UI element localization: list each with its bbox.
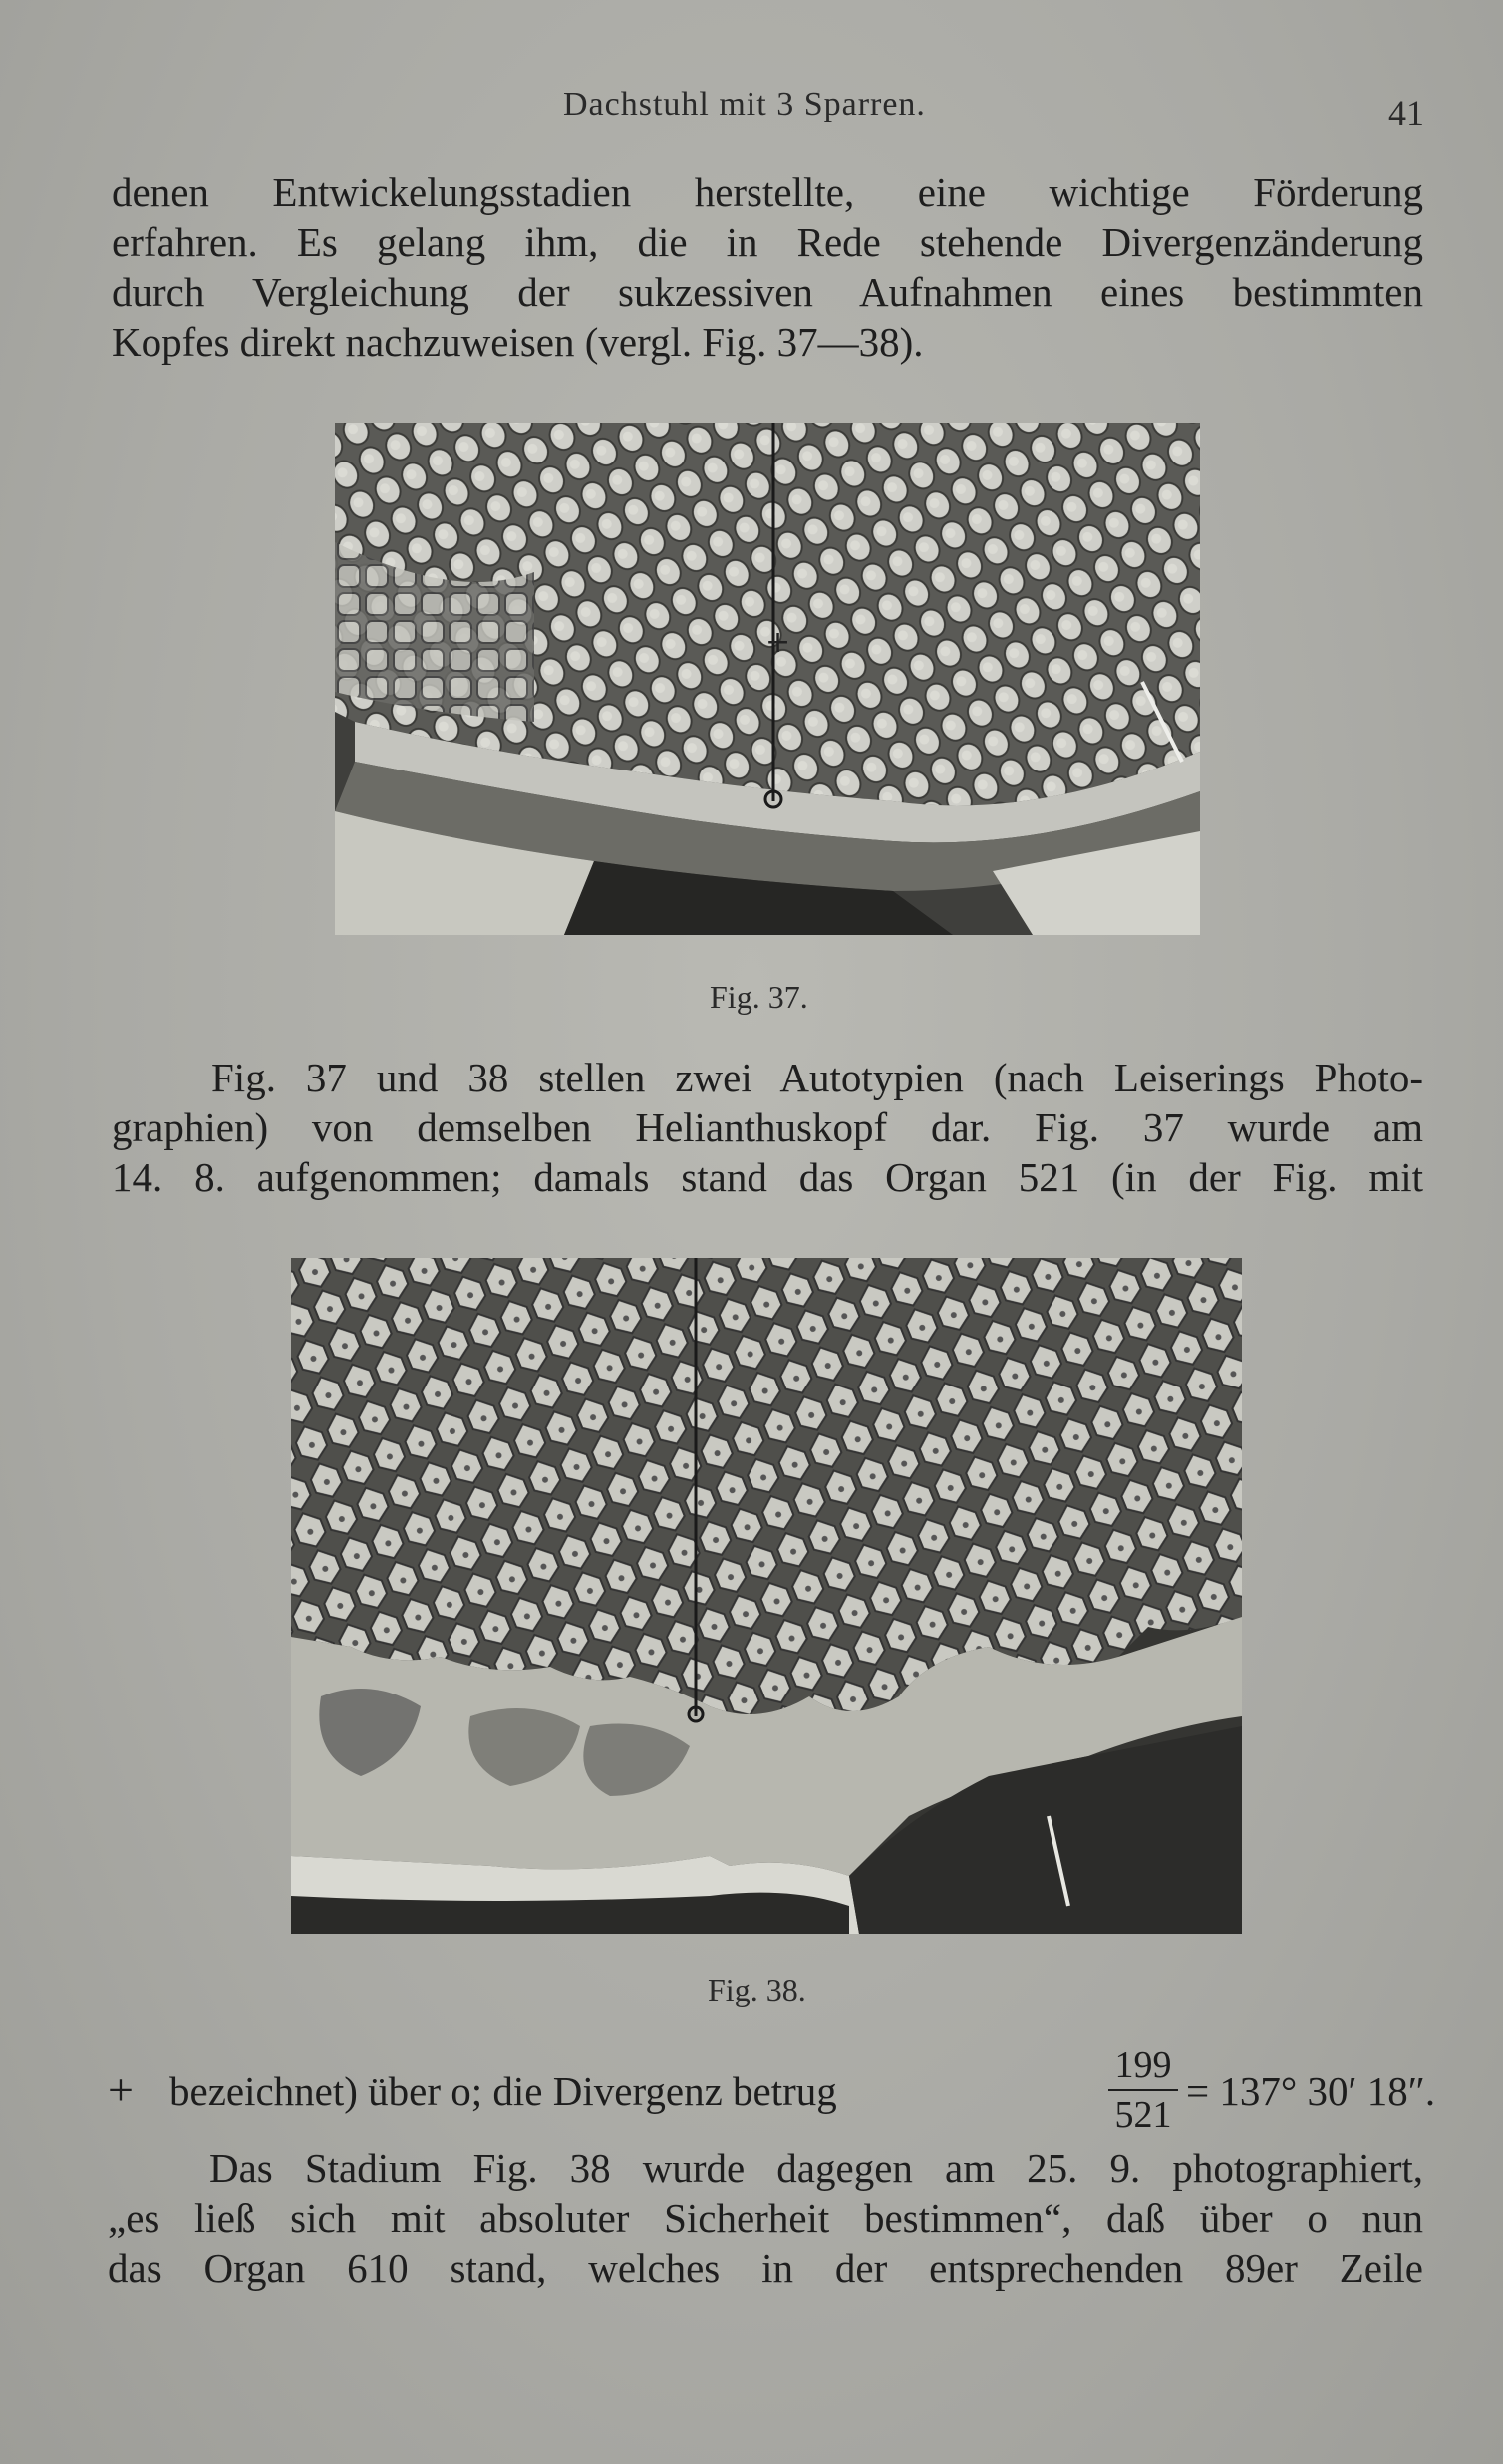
paragraph-1 xyxy=(112,167,1423,367)
text-line: Fig. 37 und 38 stellen zwei Autotypien (nach Leiserings Photo- xyxy=(211,1055,1423,1100)
paragraph-2 xyxy=(112,1053,1423,1202)
text-line: Das Stadium Fig. 38 wurde dagegen am 25. 9. photographiert, xyxy=(209,2145,1423,2191)
text-line: 14. 8. aufgenommen; damals stand das Organ 521 (in der Fig. mit xyxy=(112,1154,1423,1200)
text-line: erfahren. Es gelang ihm, die in Rede stehende Divergenzänderung xyxy=(112,219,1423,265)
text-line: Kopfes direkt nachzuweisen (vergl. Fig. 37—38). xyxy=(112,319,924,365)
text-line: das Organ 610 stand, welches in der entsprechenden 89er Zeile xyxy=(108,2245,1423,2291)
figure-38-photo xyxy=(291,1258,1242,1934)
figure-37-caption: Fig. 37. xyxy=(710,979,808,1015)
divergence-fraction xyxy=(1108,2043,1178,2137)
svg-text:+: + xyxy=(765,625,791,660)
formula-text: bezeichnet) über o; die Divergenz betrug xyxy=(169,2068,837,2114)
text-line: durch Vergleichung der sukzessiven Aufnahmen eines bestimmten xyxy=(112,269,1423,315)
text-line: graphien) von demselben Helianthuskopf dar. Fig. 37 wurde am xyxy=(112,1104,1423,1150)
plus-symbol: + xyxy=(108,2064,134,2115)
sunflower-head-photo-37 xyxy=(335,423,1200,935)
text-line: „es ließ sich mit absoluter Sicherheit bestimmen“, daß über o nun xyxy=(108,2195,1423,2241)
running-title: Dachstuhl mit 3 Sparren. xyxy=(563,86,926,123)
running-head xyxy=(0,86,1503,136)
sunflower-head-photo-38 xyxy=(291,1258,1242,1934)
divergence-result: = 137° 30′ 18″. xyxy=(1186,2068,1436,2114)
page-number: 41 xyxy=(1388,93,1424,133)
figure-37-photo xyxy=(335,423,1200,935)
figure-38-caption: Fig. 38. xyxy=(708,1972,806,2007)
paragraph-3 xyxy=(108,2143,1423,2293)
text-line: denen Entwickelungsstadien herstellte, eine wichtige Förderung xyxy=(112,169,1423,215)
fraction-denominator: 521 xyxy=(1114,2094,1172,2136)
fraction-numerator: 199 xyxy=(1114,2044,1172,2086)
fraction-bar xyxy=(1108,2089,1178,2091)
